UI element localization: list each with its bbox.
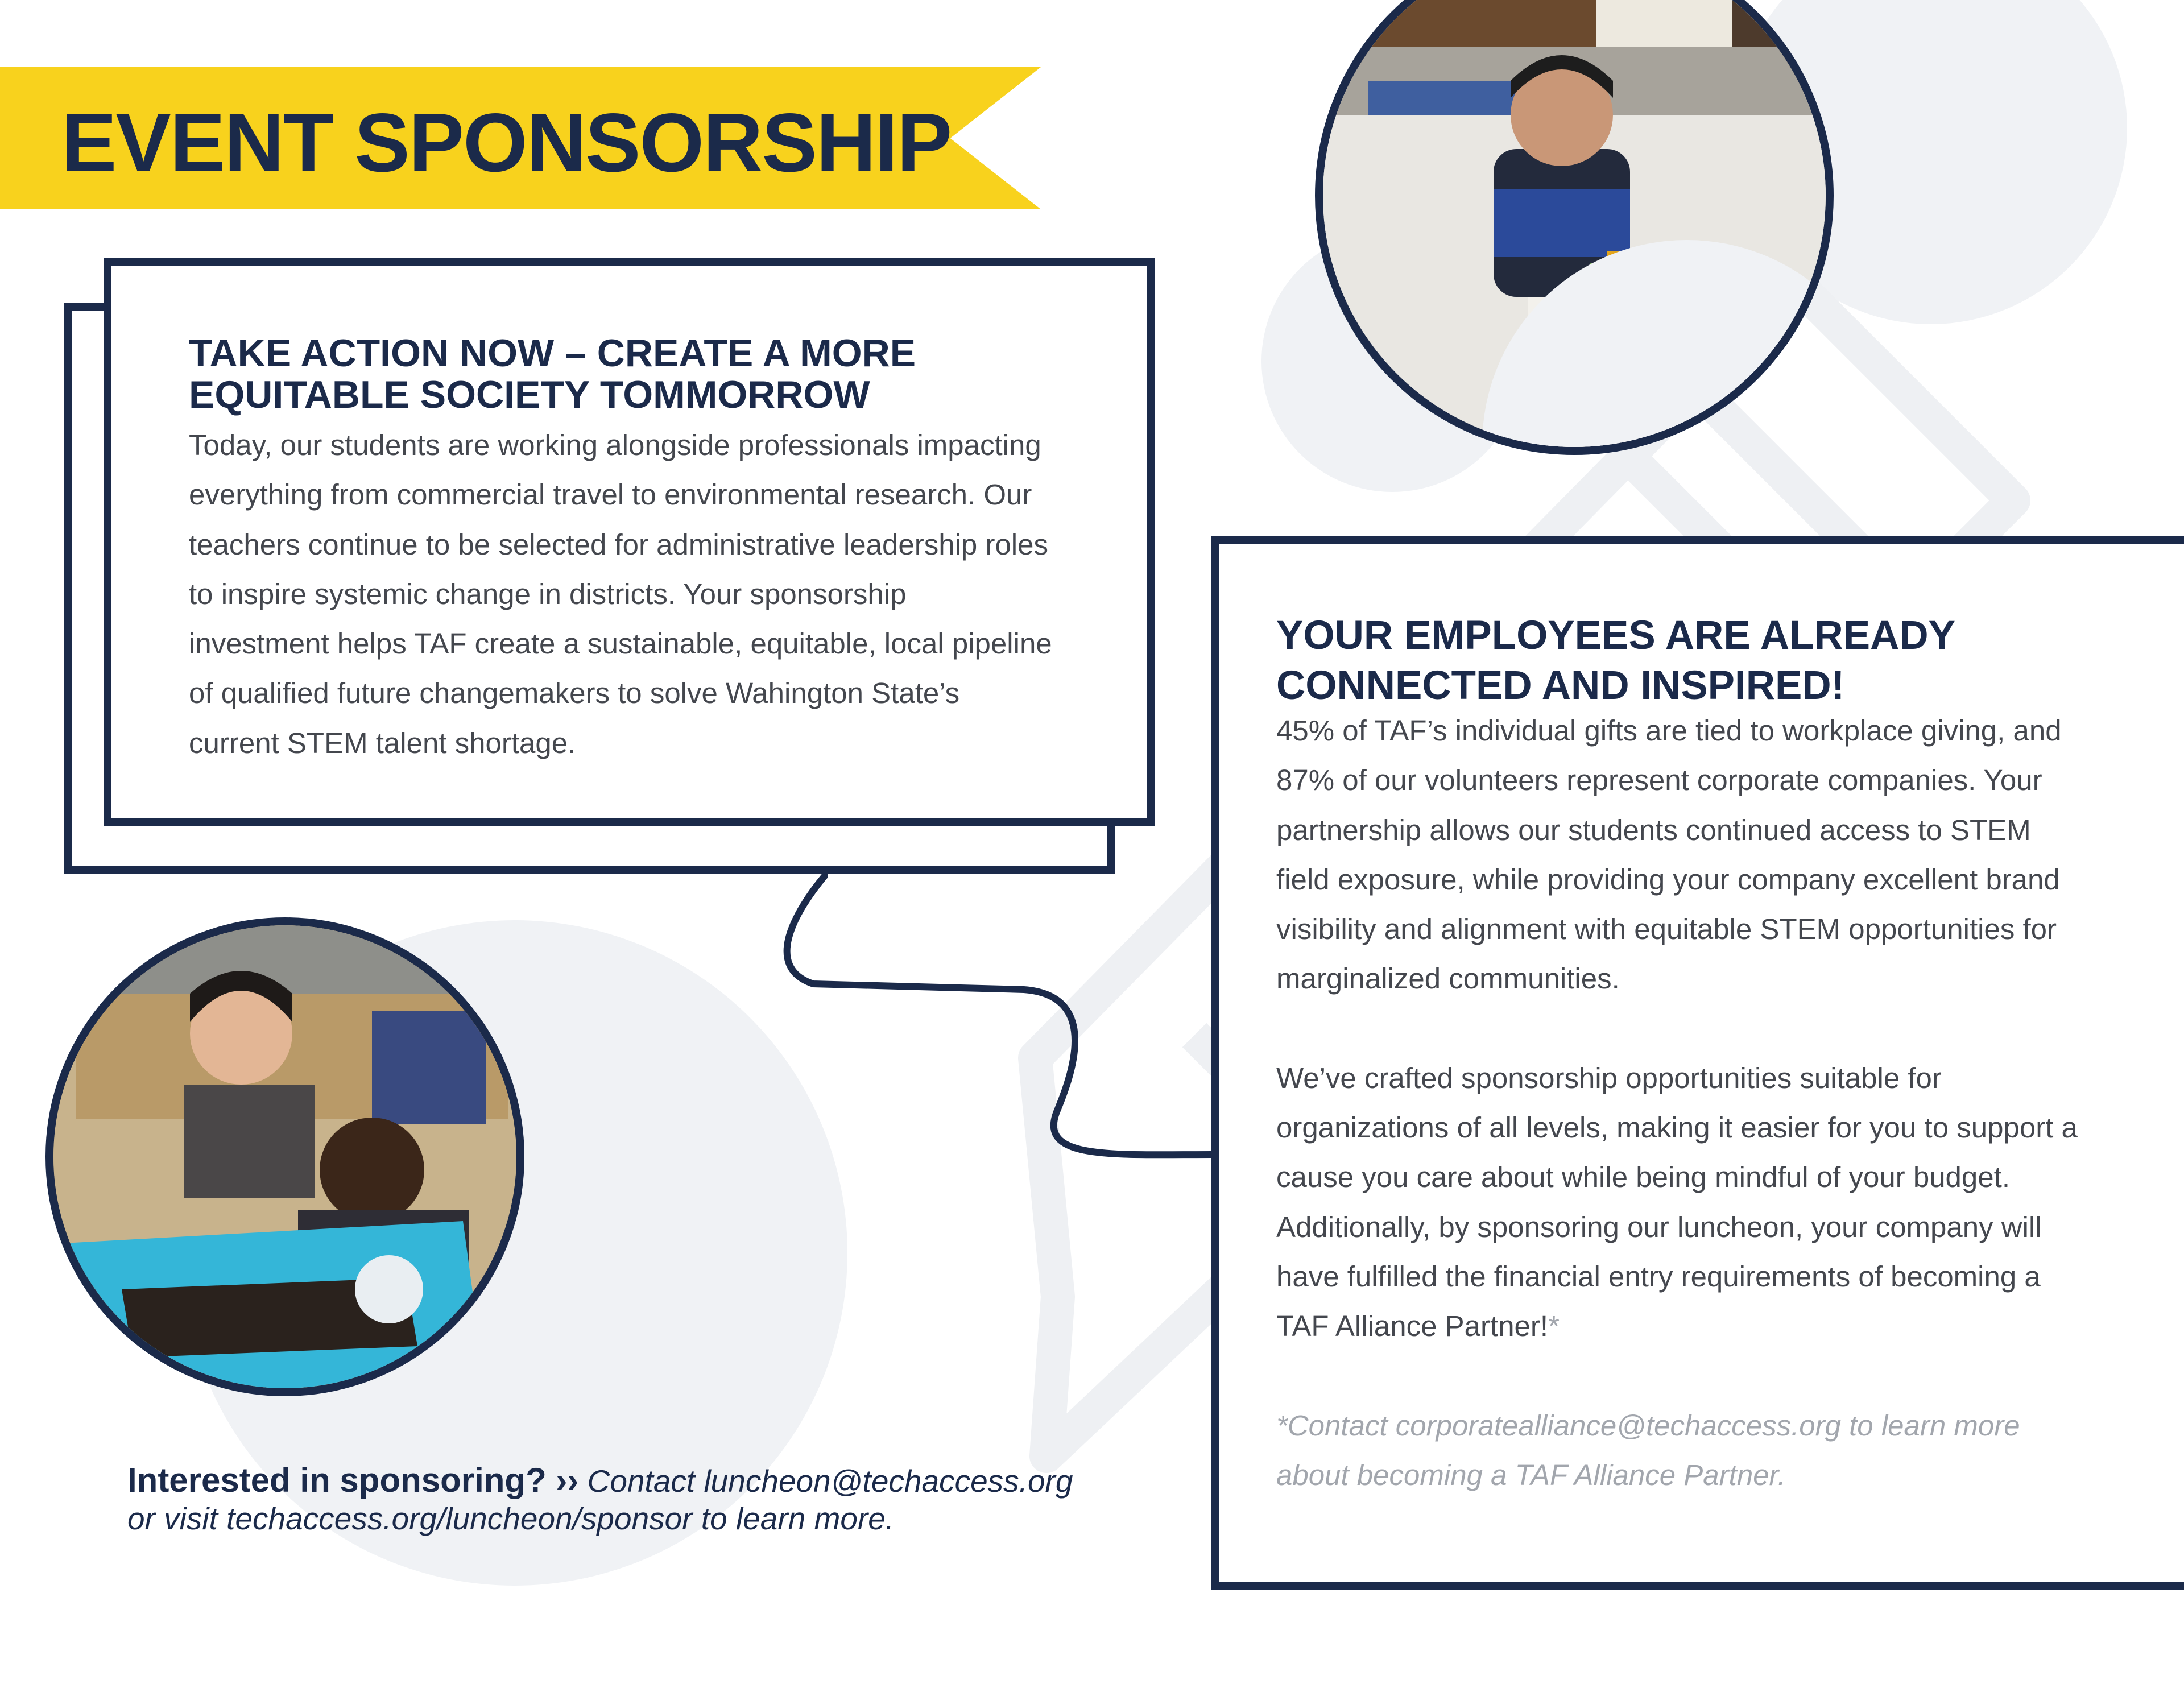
footnote-line-2: about becoming a TAF Alliance Partner. — [1276, 1458, 1786, 1491]
left-body-line-7: current STEM talent shortage. — [189, 726, 576, 759]
right-heading-line-2: CONNECTED AND INSPIRED! — [1276, 663, 1845, 708]
left-card-heading — [189, 333, 916, 416]
right-para1-line-2: 87% of our volunteers represent corporate companies. Your — [1276, 764, 2042, 797]
right-para2-line-5: have fulfilled the financial entry requirements of becoming a — [1276, 1260, 2041, 1293]
left-card-body — [189, 420, 1052, 768]
right-card-heading — [1276, 611, 1955, 711]
photo-students-illustration — [53, 925, 516, 1388]
right-heading-line-1: YOUR EMPLOYEES ARE ALREADY — [1276, 613, 1955, 658]
right-para2-line-2: organizations of all levels, making it easier for you to support a — [1276, 1111, 2078, 1144]
left-body-line-4: to inspire systemic change in districts. Your sponsorship — [189, 577, 907, 610]
left-body-line-2: everything from commercial travel to environmental research. Our — [189, 478, 1032, 511]
connector-line — [739, 853, 1251, 1194]
left-heading-line-2: EQUITABLE SOCIETY TOMMORROW — [189, 373, 870, 417]
right-para2-line-6 — [1276, 1301, 2078, 1351]
right-para2-line-4: Additionally, by sponsoring our luncheon, your company will — [1276, 1210, 2042, 1243]
sponsor-cta — [127, 1462, 1073, 1537]
right-para2-line-3: cause you care about while being mindful of your budget. — [1276, 1161, 2010, 1194]
right-para1-line-4: field exposure, while providing your company excellent brand — [1276, 863, 2060, 896]
cta-lead: Interested in sponsoring? ›› — [127, 1461, 579, 1499]
left-body-line-1: Today, our students are working alongside professionals impacting — [189, 429, 1041, 461]
right-card-body — [1276, 706, 2078, 1500]
left-body-line-3: teachers continue to be selected for administrative leadership roles — [189, 528, 1048, 561]
right-para1-line-1: 45% of TAF’s individual gifts are tied to workplace giving, and — [1276, 714, 2062, 747]
right-para1-line-6: marginalized communities. — [1276, 962, 1620, 995]
right-para1-line-5: visibility and alignment with equitable STEM opportunities for — [1276, 913, 2057, 946]
cta-visit-link[interactable]: or visit techaccess.org/luncheon/sponsor to learn more. — [127, 1501, 895, 1536]
left-body-line-5: investment helps TAF create a sustainable, equitable, local pipeline — [189, 627, 1052, 660]
right-para2-line-1: We’ve crafted sponsorship opportunities suitable for — [1276, 1061, 1942, 1094]
photo-boy-illustration — [1323, 0, 1826, 447]
right-para2-last: TAF Alliance Partner! — [1276, 1310, 1549, 1343]
left-card — [104, 258, 1155, 826]
right-para2-asterisk: * — [1548, 1310, 1560, 1343]
right-para1-line-3: partnership allows our students continued access to STEM — [1276, 813, 2031, 846]
cta-contact-link[interactable]: Contact luncheon@techaccess.org — [578, 1463, 1073, 1499]
left-body-line-6: of qualified future changemakers to solve Wahington State’s — [189, 677, 960, 710]
photo-students-project — [46, 917, 524, 1396]
footnote-line-1: *Contact corporatealliance@techaccess.org to learn more — [1276, 1409, 2020, 1442]
right-card — [1211, 536, 2184, 1590]
left-heading-line-1: TAKE ACTION NOW – CREATE A MORE — [189, 332, 916, 375]
page-title: EVENT SPONSORSHIP — [61, 96, 952, 189]
cta-line-1 — [127, 1462, 1073, 1500]
